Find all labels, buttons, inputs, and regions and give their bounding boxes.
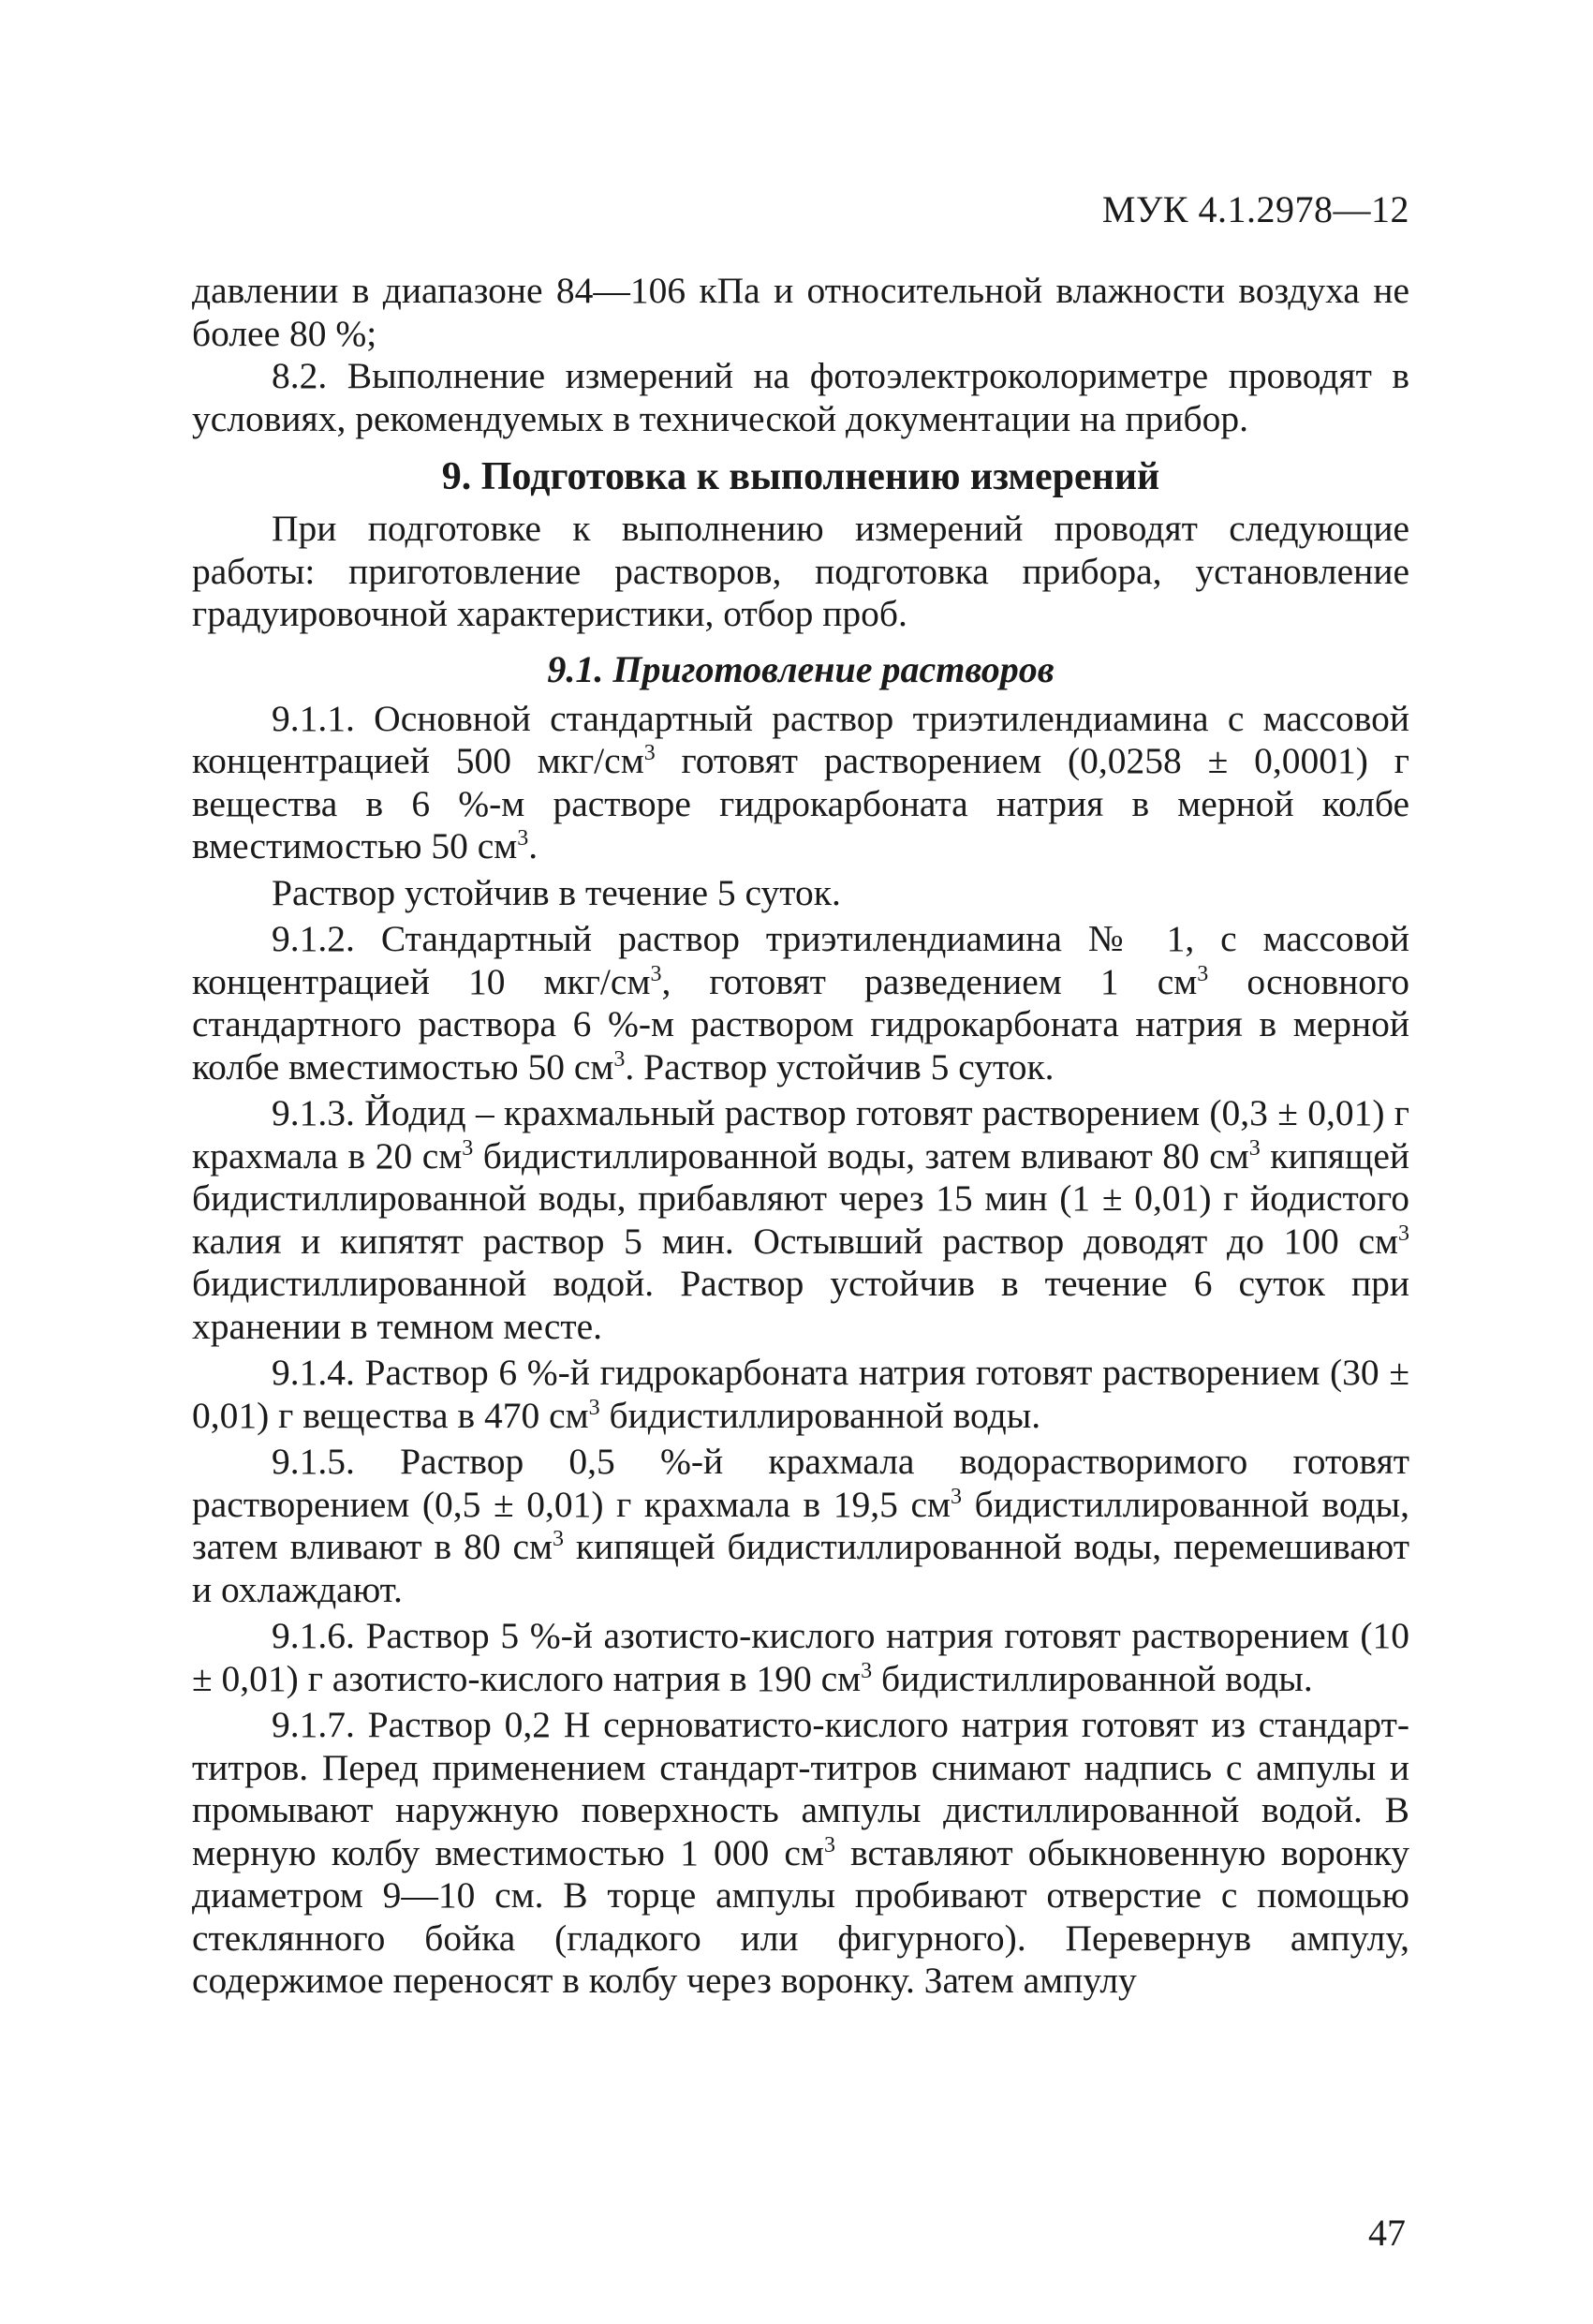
text-run: основного стандартного раствора 6 %-м раствором гидрокарбоната натрия в мерной колбе вместимостью 50 см [192, 960, 1410, 1088]
superscript: 3 [823, 1832, 835, 1858]
superscript: 3 [1248, 1135, 1261, 1161]
text-run: . [528, 825, 538, 866]
text-run: 9.1.4. Раствор 6 %-й гидрокарбоната натрия готовят растворением (30 ± 0,01) г вещества в 470 см [192, 1352, 1409, 1436]
superscript: 3 [650, 961, 662, 986]
text-run: бидистиллированной воды. [872, 1657, 1313, 1699]
paragraph-continuation: давлении в диапазоне 84—106 кПа и относительной влажности воздуха не более 80 %; [192, 270, 1409, 354]
paragraph-item-9-1-5 [192, 1441, 1409, 1611]
subsection-heading-9-1: 9.1. Приготовление растворов [547, 647, 1055, 690]
text-run: 9.1.5. Раствор 0,5 %-й крахмала водорастворимого готовят растворением (0,5 ± 0,01) г крахмала в 19,5 см [192, 1441, 1409, 1525]
superscript: 3 [643, 740, 656, 765]
superscript: 3 [1398, 1221, 1409, 1246]
superscript: 3 [462, 1135, 474, 1161]
text-run: 9.1.3. Йодид – крахмальный раствор готовят растворением (0,3 ± 0,01) г крахмала в 20 см [192, 1092, 1409, 1177]
paragraph-item-9-1-7 [192, 1704, 1409, 2003]
section-heading-9: 9. Подготовка к выполнению измерений [441, 455, 1160, 498]
paragraph-item-9-1-3 [192, 1092, 1409, 1348]
text-run: готовят растворением (0,0258 ± 0,0001) г вещества в 6 %-м растворе гидрокарбоната натрия в мерной колбе вместимостью 50 см [192, 740, 1410, 866]
superscript: 3 [613, 1046, 626, 1072]
page-number: 47 [1368, 2212, 1406, 2254]
paragraph-item-9-1-1 [192, 698, 1409, 868]
text-run: бидистиллированной воды, затем вливают в 80 см [192, 1483, 1409, 1567]
superscript: 3 [588, 1395, 600, 1420]
text-run: 9.1.6. Раствор 5 %-й азотисто-кислого натрия готовят растворением (10 ± 0,01) г азотисто-кислого натрия в 190 см [192, 1615, 1409, 1699]
text-run: 9.1.7. Раствор 0,2 Н серноватисто-кислого натрия готовят из стандарт-титров. Перед применением стандарт-титров снимают надпись с ампулы и промывают наружную поверхность ампулы дистиллированной водой. В мерную колбу вместимостью 1 000 см [192, 1704, 1409, 1873]
paragraph-item-9-1-6 [192, 1615, 1409, 1700]
text-run: кипящей бидистиллированной воды, прибавляют через 15 мин (1 ± 0,01) г йодистого калия и кипятят раствор 5 мин. Остывший раствор доводят до 100 см [192, 1134, 1409, 1262]
text-run: 9.1.2. Стандартный раствор триэтилендиамина № 1, с массовой концентрацией 10 мкг/см [192, 918, 1409, 1002]
paragraph-item-9-1-2 [192, 918, 1409, 1088]
paragraph-item-9-1-1-note: Раствор устойчив в течение 5 суток. [272, 871, 841, 913]
text-run: . Раствор устойчив 5 суток. [625, 1045, 1055, 1088]
paragraph-item-8-2: 8.2. Выполнение измерений на фотоэлектроколориметре проводят в условиях, рекомендуемых в технической документации на прибор. [192, 355, 1409, 439]
superscript: 3 [861, 1658, 873, 1683]
paragraph-section-9-intro: При подготовке к выполнению измерений проводят следующие работы: приготовление растворов, подготовка прибора, установление градуировочной характеристики, отбор проб. [192, 508, 1409, 634]
body-text [192, 270, 1409, 2003]
superscript: 3 [951, 1484, 963, 1509]
text-run: , готовят разведением 1 см [661, 960, 1198, 1002]
superscript: 3 [1197, 961, 1209, 986]
superscript: 3 [517, 825, 529, 851]
text-run: бидистиллированной водой. Раствор устойчив в течение 6 суток при хранении в темном месте. [192, 1263, 1409, 1347]
text-run: бидистиллированной воды, затем вливают 80 см [473, 1134, 1249, 1177]
text-run: вставляют обыкновенную воронку диаметром 9—10 см. В торце ампулы пробивают отверстие с помощью стеклянного бойка (гладкого или фигурного). Перевернув ампулу, содержимое переносят в колбу через воронку. Затем ампулу [192, 1831, 1410, 2001]
text-run: бидистиллированной воды. [599, 1394, 1041, 1436]
text-run: 9.1.1. Основной стандартный раствор триэтилендиамина с массовой концентрацией 500 мкг/см [192, 697, 1409, 781]
text-run: кипящей бидистиллированной воды, перемешивают и охлаждают. [192, 1526, 1409, 1610]
paragraph-item-9-1-4 [192, 1352, 1409, 1437]
superscript: 3 [553, 1526, 564, 1551]
running-header-document-code: МУК 4.1.2978—12 [1101, 188, 1409, 230]
